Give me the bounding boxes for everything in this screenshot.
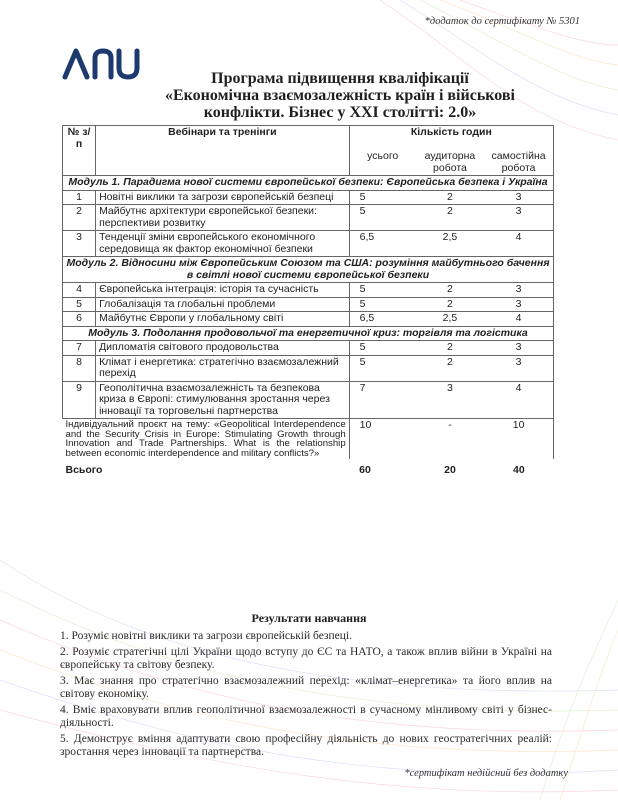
- col-header-self-study: самостійна робота: [484, 150, 553, 176]
- table-row: [63, 355, 554, 381]
- row-self-study: 3: [484, 355, 553, 381]
- row-self-study: 3: [484, 283, 553, 298]
- row-name: Новітні виклики та загрози європейській безпеці: [96, 190, 350, 205]
- col-header-hours: Кількість годин: [349, 126, 553, 151]
- row-self-study: 4: [484, 312, 553, 327]
- row-name: Майбутнє архітектури європейської безпеки: перспективи розвитку: [96, 205, 350, 231]
- list-item: 2. Розуміє стратегічні цілі України щодо вступу до ЄС та НАТО, а також вплив війни в Україні на європейську та світову безпеку.: [60, 645, 552, 671]
- row-classroom: 3: [416, 381, 484, 419]
- row-number: 6: [63, 312, 96, 327]
- row-self-study: 3: [484, 341, 553, 356]
- table-row: [63, 283, 554, 298]
- table-row: [63, 205, 554, 231]
- row-classroom: 2,5: [416, 231, 484, 257]
- row-number: 8: [63, 355, 96, 381]
- row-number: 3: [63, 231, 96, 257]
- row-self-study: 4: [484, 231, 553, 257]
- row-number: 9: [63, 381, 96, 419]
- project-total: 10: [349, 419, 416, 460]
- individual-project: Індивідуальний проєкт на тему: «Geopolitical Interdependence and the Security Crisis in Europe: Stimulating Growth through Innovation and Trade Partnerships. What is the relationship between economic interdependence and military conflicts?»: [63, 419, 350, 460]
- col-header-total: усього: [349, 150, 416, 176]
- row-classroom: 2: [416, 341, 484, 356]
- row-total: 5: [349, 297, 416, 312]
- row-total: 6,5: [349, 312, 416, 327]
- module-3-title: Модуль 3. Подолання продовольчої та енергетичної криз: торгівля та логістика: [63, 326, 554, 341]
- project-row: [63, 419, 554, 460]
- row-total: 5: [349, 205, 416, 231]
- row-total: 5: [349, 283, 416, 298]
- row-self-study: 3: [484, 190, 553, 205]
- row-number: 4: [63, 283, 96, 298]
- row-total: 5: [349, 355, 416, 381]
- row-number: 1: [63, 190, 96, 205]
- learning-outcomes-title: Результати навчання: [251, 611, 367, 625]
- table-row: [63, 381, 554, 419]
- row-self-study: 3: [484, 297, 553, 312]
- row-number: 2: [63, 205, 96, 231]
- list-item: 4. Вміє враховувати вплив геополітичної взаємозалежності в сучасному мінливому світі у бізнес-діяльності.: [60, 703, 552, 729]
- row-total: 5: [349, 341, 416, 356]
- list-item: 1. Розуміє новітні виклики та загрози європейській безпеці.: [60, 630, 352, 642]
- row-classroom: 2: [416, 283, 484, 298]
- row-total: 7: [349, 381, 416, 419]
- table-row: [63, 312, 554, 327]
- row-number: 7: [63, 341, 96, 356]
- grand-total-row: [63, 459, 554, 478]
- certificate-validity-note: *сертифікат недійсний без додатку: [404, 768, 568, 779]
- col-header-webinars: Вебінари та тренінги: [96, 126, 350, 176]
- row-name: Майбутнє Європи у глобальному світі: [96, 312, 350, 327]
- row-self-study: 3: [484, 205, 553, 231]
- row-name: Геополітична взаємозалежність та безпекова криза в Європі: стимулювання зростання через інновації та торговельні партнерства: [96, 381, 350, 419]
- module-1-title: Модуль 1. Парадигма нової системи європейської безпеки: Європейська безпека і Україна: [63, 176, 554, 191]
- row-self-study: 4: [484, 381, 553, 419]
- col-header-number: № з/п: [63, 126, 96, 176]
- grand-total-label: Всього: [65, 464, 103, 477]
- row-total: 5: [349, 190, 416, 205]
- table-row: [63, 190, 554, 205]
- row-name: Тенденції зміни європейського економічного середовища як фактор економічної безпеки: [96, 231, 350, 257]
- learning-outcomes-list: [60, 630, 552, 762]
- title-line: конфлікти. Бізнес у XXI столітті: 2.0»: [203, 104, 477, 121]
- row-number: 5: [63, 297, 96, 312]
- row-classroom: 2: [416, 297, 484, 312]
- project-classroom: -: [448, 419, 452, 431]
- row-total: 6,5: [349, 231, 416, 257]
- row-name: Глобалізація та глобальні проблеми: [96, 297, 350, 312]
- list-item: 3. Має знання про стратегічно взаємозалежний перехід: «клімат–енергетика» та його вплив на світову економіку.: [60, 674, 552, 700]
- row-name: Клімат і енергетика: стратегічно взаємозалежний перехід: [96, 355, 350, 381]
- table-row: [63, 341, 554, 356]
- row-name: Європейська інтеграція: історія та сучасність: [96, 283, 350, 298]
- grand-total-total: 60: [359, 464, 371, 477]
- row-classroom: 2: [416, 355, 484, 381]
- list-item: 5. Демонструє вміння адаптувати свою професійну діяльність до нових геостратегічних реалій: зростання через інновації та партнерства.: [60, 732, 552, 758]
- program-table: [62, 125, 554, 478]
- table-row: [63, 231, 554, 257]
- table-row: [63, 297, 554, 312]
- module-2-title: Модуль 2. Відносини між Європейським Союзом та США: розуміння майбутнього бачення в світлі нової системи європейської безпеки: [63, 257, 554, 283]
- grand-total-self-study: 40: [512, 464, 525, 477]
- row-classroom: 2: [416, 190, 484, 205]
- grand-total-classroom: 20: [444, 464, 456, 477]
- title-line: Програма підвищення кваліфікації: [211, 70, 469, 87]
- certificate-appendix-note: *додаток до сертифікату № 5301: [424, 16, 580, 27]
- project-self-study: 10: [484, 419, 553, 460]
- title-line: «Економічна взаємозалежність країн і військові: [165, 87, 515, 104]
- row-classroom: 2: [416, 205, 484, 231]
- col-header-classroom: аудиторна робота: [416, 150, 484, 176]
- row-classroom: 2,5: [416, 312, 484, 327]
- row-name: Дипломатія світового продовольства: [96, 341, 350, 356]
- program-title: [120, 70, 560, 121]
